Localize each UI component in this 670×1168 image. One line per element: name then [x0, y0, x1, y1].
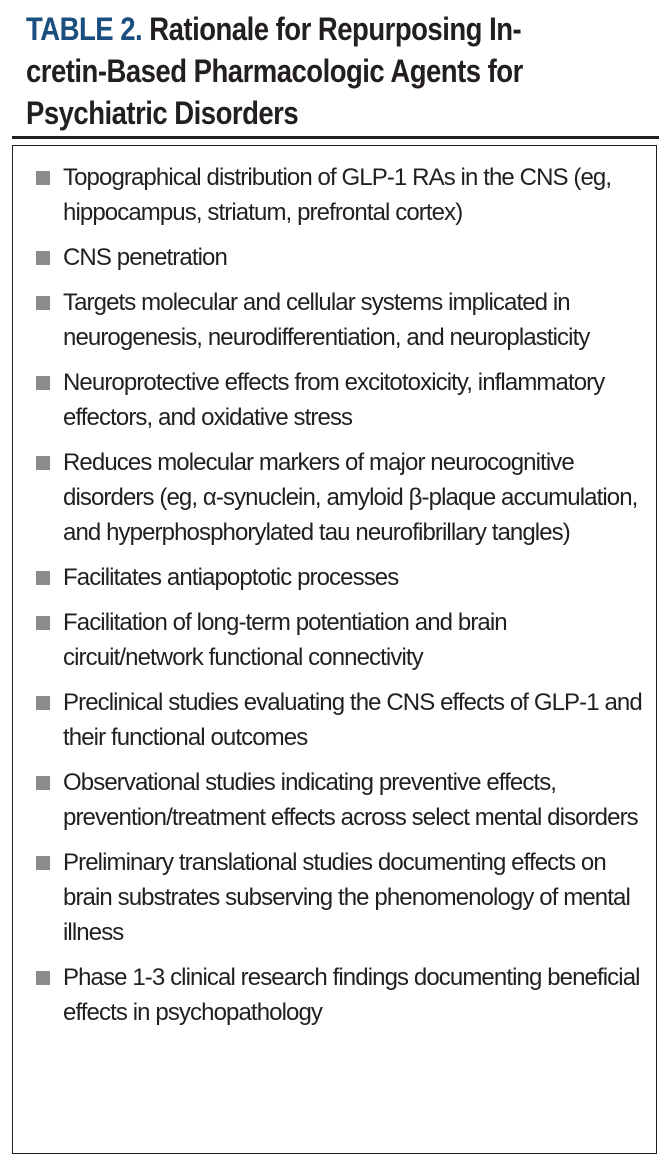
square-bullet-icon: [36, 696, 50, 710]
list-item-text: Observational studies indicating preventive effects, prevention/treatment effects across select mental disorders: [63, 769, 638, 831]
list-item-text: Preclinical studies evaluating the CNS effects of GLP-1 and their functional outcomes: [63, 689, 642, 751]
list-item: [36, 605, 651, 675]
list-item-text: Neuroprotective effects from excitotoxicity, inflammatory effectors, and oxidative stress: [63, 369, 605, 431]
list-item-text: Targets molecular and cellular systems implicated in neurogenesis, neurodifferentiation, and neuroplasticity: [63, 289, 590, 351]
square-bullet-icon: [36, 616, 50, 630]
list-item: [36, 685, 651, 755]
list-item-text: Reduces molecular markers of major neurocognitive disorders (eg, α-synuclein, amyloid β-plaque accumulation, and hyperphosphorylated tau neurofibrillary tangles): [63, 449, 638, 546]
square-bullet-icon: [36, 776, 50, 790]
list-item: [36, 240, 651, 275]
table-label: TABLE 2.: [26, 11, 143, 47]
table-title-line-2: cretin-Based Pharmacologic Agents for: [26, 53, 523, 89]
table-title-line-3: Psychiatric Disorders: [26, 95, 299, 131]
list-item: [36, 365, 651, 435]
list-item-text: CNS penetration: [63, 244, 227, 271]
square-bullet-icon: [36, 456, 50, 470]
list-item: [36, 285, 651, 355]
list-item: [36, 960, 651, 1030]
list-item: [36, 560, 651, 595]
list-item-text: Topographical distribution of GLP-1 RAs in the CNS (eg, hippocampus, striatum, prefrontal cortex): [63, 164, 612, 226]
list-item: [36, 765, 651, 835]
list-item: [36, 845, 651, 950]
list-item-text: Preliminary translational studies documenting effects on brain substrates subserving the phenomenology of mental illness: [63, 849, 630, 946]
square-bullet-icon: [36, 971, 50, 985]
table-title: [26, 8, 645, 134]
list-item: [36, 160, 651, 230]
square-bullet-icon: [36, 251, 50, 265]
list-item: [36, 445, 651, 550]
list-item-text: Facilitation of long-term potentiation and brain circuit/network functional connectivity: [63, 609, 507, 671]
square-bullet-icon: [36, 171, 50, 185]
square-bullet-icon: [36, 376, 50, 390]
rationale-list: [36, 160, 651, 1040]
table-title-line-1: Rationale for Repurposing In-: [149, 11, 522, 47]
square-bullet-icon: [36, 856, 50, 870]
list-item-text: Phase 1-3 clinical research findings documenting beneficial effects in psychopathology: [63, 964, 640, 1026]
title-divider: [12, 136, 659, 139]
list-item-text: Facilitates antiapoptotic processes: [63, 564, 399, 591]
square-bullet-icon: [36, 296, 50, 310]
square-bullet-icon: [36, 571, 50, 585]
